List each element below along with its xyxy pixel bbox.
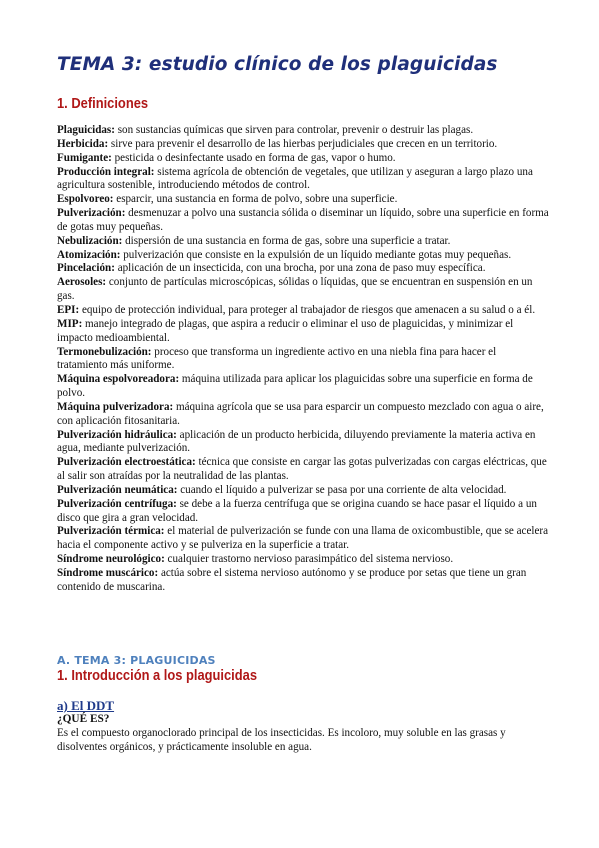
definition-item bbox=[57, 207, 549, 235]
definitions-list bbox=[57, 124, 549, 595]
definition-term: Espolvoreo: bbox=[57, 193, 114, 206]
definition-term: Nebulización: bbox=[57, 234, 123, 247]
definition-text: cualquier trastorno nervioso parasimpático del sistema nervioso. bbox=[164, 553, 454, 566]
definition-item bbox=[57, 249, 549, 263]
section-heading-definiciones: 1. Definiciones bbox=[57, 95, 149, 112]
definition-item bbox=[57, 484, 549, 498]
definition-item bbox=[57, 304, 549, 318]
definition-term: MIP: bbox=[57, 317, 83, 330]
definition-term: Pulverización hidráulica: bbox=[57, 428, 177, 441]
definition-term: Aerosoles: bbox=[57, 276, 107, 289]
definition-term: Pulverización centrífuga: bbox=[57, 497, 177, 510]
definition-term: Pulverización: bbox=[57, 207, 126, 220]
definition-text: son sustancias químicas que sirven para controlar, prevenir o destruir las plagas. bbox=[114, 124, 474, 136]
definition-item bbox=[57, 276, 549, 304]
definition-term: Síndrome muscárico: bbox=[57, 567, 159, 579]
definition-item bbox=[57, 525, 549, 553]
definition-item bbox=[57, 346, 549, 374]
definition-item bbox=[57, 152, 549, 166]
definition-item bbox=[57, 138, 549, 152]
subsection-heading-ddt: a) El DDT bbox=[57, 698, 115, 713]
definition-text: cuando el líquido a pulverizar se pasa por una corriente de alta velocidad. bbox=[177, 483, 507, 496]
definition-item bbox=[57, 567, 549, 595]
definition-text: pulverización que consiste en la expulsión de un líquido mediante gotas muy pequeñas. bbox=[120, 248, 512, 261]
definition-term: Máquina pulverizadora: bbox=[57, 400, 174, 413]
section-heading-introduccion: 1. Introducción a los plaguicidas bbox=[57, 667, 257, 684]
definition-term: Pulverización térmica: bbox=[57, 525, 165, 538]
definition-text: dispersión de una sustancia en forma de gas, sobre una superficie a tratar. bbox=[122, 234, 451, 247]
definition-term: Pincelación: bbox=[57, 262, 115, 275]
definition-term: Pulverización electroestática: bbox=[57, 456, 196, 469]
definition-text: el material de pulverización se funde con una llama de oxicombustible, que se acelera hacia el componente activo y se pulveriza en la superficie a tratar. bbox=[57, 525, 549, 552]
ddt-paragraph: Es el compuesto organoclorado principal de los insecticidas. Es incoloro, muy soluble en las grasas y disolventes orgánicos, y prácticamente insoluble en agua. bbox=[57, 727, 506, 753]
definition-text: actúa sobre el sistema nervioso autónomo y se produce por setas que tiene un gran contenido de muscarina. bbox=[57, 567, 527, 593]
definition-term: Máquina espolvoreadora: bbox=[57, 373, 180, 386]
definition-text: desmenuzar a polvo una sustancia sólida o diseminar un líquido, sobre una superficie en forma de gotas muy pequeñas. bbox=[57, 207, 549, 233]
document-title: TEMA 3: estudio clínico de los plaguicidas bbox=[57, 54, 498, 75]
definition-text: máquina utilizada para aplicar los plaguicidas sobre una superficie en forma de polvo. bbox=[57, 373, 533, 400]
definition-text: esparcir, una sustancia en forma de polvo, sobre una superficie. bbox=[113, 193, 398, 206]
definition-item bbox=[57, 498, 549, 526]
definition-item bbox=[57, 235, 549, 249]
definition-text: manejo integrado de plagas, que aspira a reducir o eliminar el uso de plaguicidas, y minimizar el impacto medioambiental. bbox=[57, 317, 514, 344]
definition-text: proceso que transforma un ingrediente activo en una niebla fina para hacer el tratamiento más uniforme. bbox=[57, 345, 497, 372]
definition-text: aplicación de un insecticida, con una brocha, por una zona de paso muy específica. bbox=[114, 262, 486, 275]
definition-item bbox=[57, 553, 549, 567]
definition-text: se debe a la fuerza centrífuga que se origina cuando se hace pasar el líquido a un disco que gira a gran velocidad. bbox=[57, 497, 537, 524]
definition-term: Herbicida: bbox=[57, 137, 109, 150]
definition-item bbox=[57, 193, 549, 207]
definition-item bbox=[57, 318, 549, 346]
definition-text: conjunto de partículas microscópicas, sólidas o líquidas, que se encuentran en suspensión en un gas. bbox=[57, 276, 533, 303]
definition-text: sirve para prevenir el desarrollo de las hierbas perjudiciales que crecen en un territorio. bbox=[108, 137, 498, 150]
definition-term: Plaguicidas: bbox=[57, 124, 115, 136]
definition-term: Síndrome neurológico: bbox=[57, 553, 165, 566]
definition-term: Termonebulización: bbox=[57, 345, 152, 358]
definition-item bbox=[57, 429, 549, 457]
definition-text: máquina agrícola que se usa para esparcir un compuesto mezclado con agua o aire, con aplicación fitosanitaria. bbox=[57, 400, 544, 427]
definition-item bbox=[57, 262, 549, 276]
definition-term: EPI: bbox=[57, 303, 80, 316]
definition-term: Producción integral: bbox=[57, 165, 155, 178]
definition-text: pesticida o desinfectante usado en forma de gas, vapor o humo. bbox=[111, 151, 396, 164]
definition-text: sistema agrícola de obtención de vegetales, que utilizan y aseguran a largo plazo una agricultura sostenible, introduciendo métodos de control. bbox=[57, 165, 533, 192]
definition-item bbox=[57, 373, 549, 401]
definition-term: Atomización: bbox=[57, 248, 121, 261]
definition-text: aplicación de un producto herbicida, diluyendo previamente la materia activa en agua, mediante pulverización. bbox=[57, 428, 536, 455]
definition-term: Pulverización neumática: bbox=[57, 483, 178, 496]
definition-item bbox=[57, 456, 549, 484]
definition-item bbox=[57, 124, 549, 138]
question-heading: ¿QUÉ ES? bbox=[57, 713, 110, 725]
definition-term: Fumigante: bbox=[57, 151, 112, 164]
definition-item bbox=[57, 401, 549, 429]
definition-text: técnica que consiste en cargar las gotas pulverizadas con cargas eléctricas, que al salir son atraídas por la neutralidad de las plantas. bbox=[57, 456, 547, 483]
definition-item bbox=[57, 166, 549, 194]
subheading-tema: A. TEMA 3: PLAGUICIDAS bbox=[57, 654, 216, 667]
definition-text: equipo de protección individual, para proteger al trabajador de riesgos que amenacen a su salud o a él. bbox=[79, 303, 536, 316]
